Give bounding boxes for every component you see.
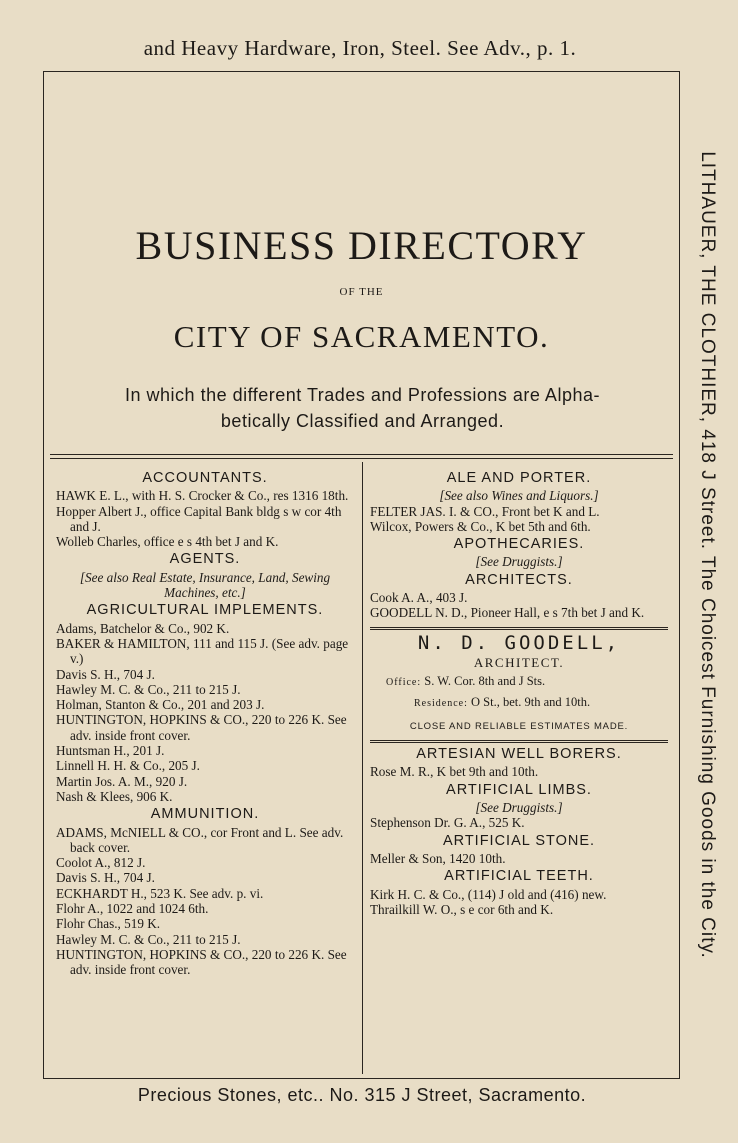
page-title: BUSINESS DIRECTORY <box>135 223 588 268</box>
advert-role: ARCHITECT. <box>473 654 565 670</box>
list-item: Huntsman H., 201 J. <box>56 743 165 759</box>
page-frame <box>43 71 680 1079</box>
list-item: HUNTINGTON, HOPKINS & CO., 220 to 226 K. See adv. inside front cover. <box>56 946 347 978</box>
list-item: Linnell H. H. & Co., 205 J. <box>56 758 200 774</box>
section-artesian-well-borers <box>370 747 668 780</box>
section-ale-and-porter <box>370 471 668 534</box>
list-item: ECKHARDT H., 523 K. See adv. p. vi. <box>56 885 264 901</box>
list-item: Meller & Son, 1420 10th. <box>370 850 506 866</box>
top-running-head: and Heavy Hardware, Iron, Steel. See Adv., p. 1. <box>143 36 577 60</box>
section-heading: ARTESIAN WELL BORERS. <box>416 746 622 763</box>
section-accountants <box>56 471 354 549</box>
list-item: Cook A. A., 403 J. <box>370 590 468 606</box>
list-item: Hawley M. C. & Co., 211 to 215 J. <box>56 681 241 697</box>
section-heading: APOTHECARIES. <box>453 536 585 553</box>
intro-line-1: In which the different Trades and Professions are Alpha- <box>125 385 600 405</box>
intro-line-2: betically Classified and Arranged. <box>220 411 505 431</box>
section-ammunition <box>56 807 354 977</box>
list-item: Holman, Stanton & Co., 201 and 203 J. <box>56 697 265 713</box>
list-item: Nash & Klees, 906 K. <box>56 788 173 804</box>
advert-office-line <box>370 674 668 690</box>
cross-reference-note: [See also Real Estate, Insurance, Land, Sewing Machines, etc.] <box>79 569 331 601</box>
section-agricultural-implements <box>56 603 354 804</box>
advert-office-address: S. W. Cor. 8th and J Sts. <box>424 674 546 689</box>
section-artificial-stone <box>370 834 668 867</box>
section-heading: AGRICULTURAL IMPLEMENTS. <box>86 602 324 619</box>
side-advertisement-text: LITHAUER, THE CLOTHIER, 418 J Street. The Choicest Furnishing Goods in the City. <box>697 151 718 959</box>
cross-reference-note: [See Druggists.] <box>475 800 563 816</box>
advert-office-label: Office: <box>386 677 422 689</box>
list-item: FELTER JAS. I. & CO., Front bet K and L. <box>370 503 600 519</box>
list-item: Kirk H. C. & Co., (114) J old and (416) new. <box>370 886 607 902</box>
list-item: Martin Jos. A. M., 920 J. <box>56 773 188 789</box>
cross-reference-note: [See also Wines and Liquors.] <box>439 488 599 504</box>
title-connector: OF THE <box>339 286 384 298</box>
right-column <box>370 468 668 917</box>
list-item: GOODELL N. D., Pioneer Hall, e s 7th bet J and K. <box>370 605 645 621</box>
section-heading: AGENTS. <box>169 551 241 568</box>
list-item: Davis S. H., 704 J. <box>56 666 155 682</box>
list-item: Adams, Batchelor & Co., 902 K. <box>56 620 230 636</box>
column-divider <box>362 462 363 1074</box>
city-title: CITY OF SACRAMENTO. <box>173 319 550 354</box>
list-item: Flohr A., 1022 and 1024 6th. <box>56 901 209 917</box>
advert-name: N. D. GOODELL, <box>417 631 621 654</box>
list-item: Hawley M. C. & Co., 211 to 215 J. <box>56 931 241 947</box>
list-item: Wilcox, Powers & Co., K bet 5th and 6th. <box>370 518 591 534</box>
list-item: Wolleb Charles, office e s 4th bet J and K. <box>56 534 279 550</box>
section-apothecaries <box>370 537 668 570</box>
intro-text <box>54 382 671 434</box>
section-heading: ALE AND PORTER. <box>446 470 592 486</box>
bottom-running-head: Precious Stones, etc.. No. 315 J Street, Sacramento. <box>137 1085 587 1105</box>
left-column <box>56 468 354 978</box>
section-heading: ARTIFICIAL LIMBS. <box>446 781 592 798</box>
section-heading: AMMUNITION. <box>150 806 260 823</box>
list-item: Thrailkill W. O., s e cor 6th and K. <box>370 901 554 917</box>
list-item: Stephenson Dr. G. A., 525 K. <box>370 815 525 831</box>
list-item: ADAMS, McNIELL & CO., cor Front and L. See adv. back cover. <box>56 824 344 855</box>
advert-residence-line <box>370 695 668 711</box>
list-item: HUNTINGTON, HOPKINS & CO., 220 to 226 K. See adv. inside front cover. <box>56 712 347 743</box>
cross-reference-note: [See Druggists.] <box>475 554 563 570</box>
section-heading: ARCHITECTS. <box>465 571 573 588</box>
advert-footer: CLOSE AND RELIABLE ESTIMATES MADE. <box>409 720 629 732</box>
section-artificial-limbs <box>370 783 668 831</box>
advert-residence-label: Residence: <box>414 697 468 709</box>
list-item: HAWK E. L., with H. S. Crocker & Co., res 1316 18th. <box>56 488 349 504</box>
section-architects <box>370 573 668 621</box>
list-item: Flohr Chas., 519 K. <box>56 916 161 932</box>
section-heading: ARTIFICIAL STONE. <box>442 832 596 849</box>
section-agents <box>56 552 354 600</box>
section-heading: ACCOUNTANTS. <box>142 470 268 486</box>
goodell-advertisement <box>370 627 668 743</box>
section-artificial-teeth <box>370 869 668 917</box>
list-item: Coolot A., 812 J. <box>56 855 146 871</box>
list-item: BAKER & HAMILTON, 111 and 115 J. (See adv. page v.) <box>56 635 349 667</box>
list-item: Hopper Albert J., office Capital Bank bldg s w cor 4th and J. <box>56 503 342 534</box>
section-heading: ARTIFICIAL TEETH. <box>444 868 594 885</box>
top-divider-rule <box>50 454 673 459</box>
list-item: Rose M. R., K bet 9th and 10th. <box>370 764 539 780</box>
advert-residence-address: O St., bet. 9th and 10th. <box>471 694 591 709</box>
list-item: Davis S. H., 704 J. <box>56 870 155 886</box>
